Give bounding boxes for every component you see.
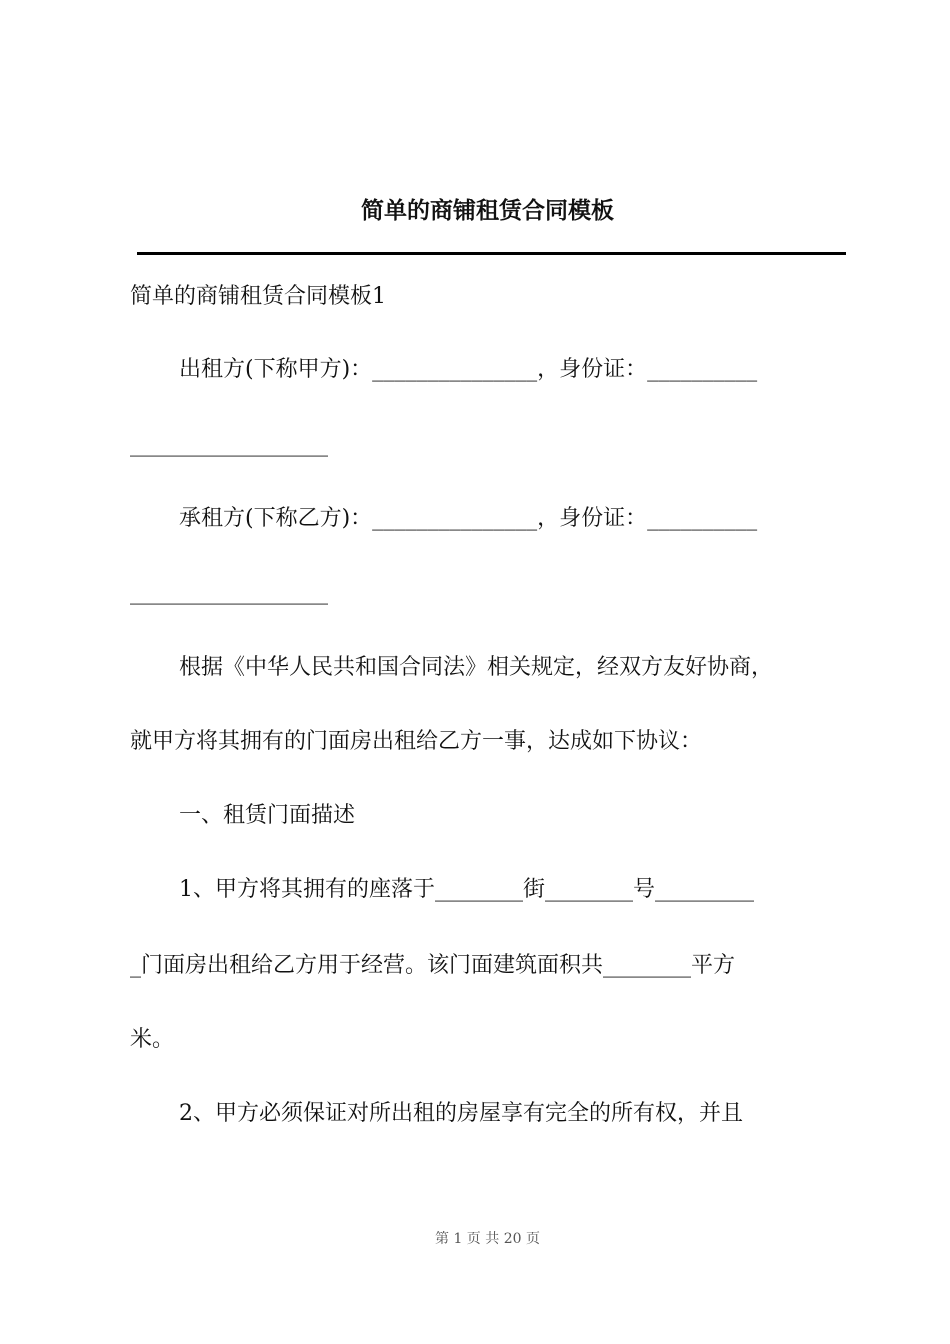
preamble-line-2: 就甲方将其拥有的门面房出租给乙方一事，达成如下协议：: [130, 729, 703, 754]
title-divider: [137, 252, 846, 255]
clause-1-line-2: _门面房出租给乙方用于经营。该门面建筑面积共________平方: [130, 953, 736, 978]
clause-heading-1: 一、租赁门面描述: [179, 803, 356, 828]
preamble-line-1: 根据《中华人民共和国合同法》相关规定，经双方友好协商，: [179, 655, 774, 680]
lessee-line: 承租方(下称乙方)：_______________，身份证：__________: [179, 506, 758, 531]
lessor-id-continuation: __________________: [130, 432, 328, 457]
clause-1-line-1: 1、甲方将其拥有的座落于________街________号_________: [179, 877, 754, 902]
clause-1-line-3: 米。: [130, 1027, 175, 1052]
document-title: 简单的商铺租赁合同模板: [361, 198, 614, 224]
page-number-footer: 第 1 页 共 20 页: [435, 1231, 540, 1247]
clause-2-line-1: 2、甲方必须保证对所出租的房屋享有完全的所有权，并且: [179, 1101, 743, 1126]
lessee-id-continuation: __________________: [130, 580, 328, 605]
section-heading: 简单的商铺租赁合同模板1: [130, 284, 386, 309]
lessor-line: 出租方(下称甲方)：_______________，身份证：__________: [179, 357, 758, 382]
